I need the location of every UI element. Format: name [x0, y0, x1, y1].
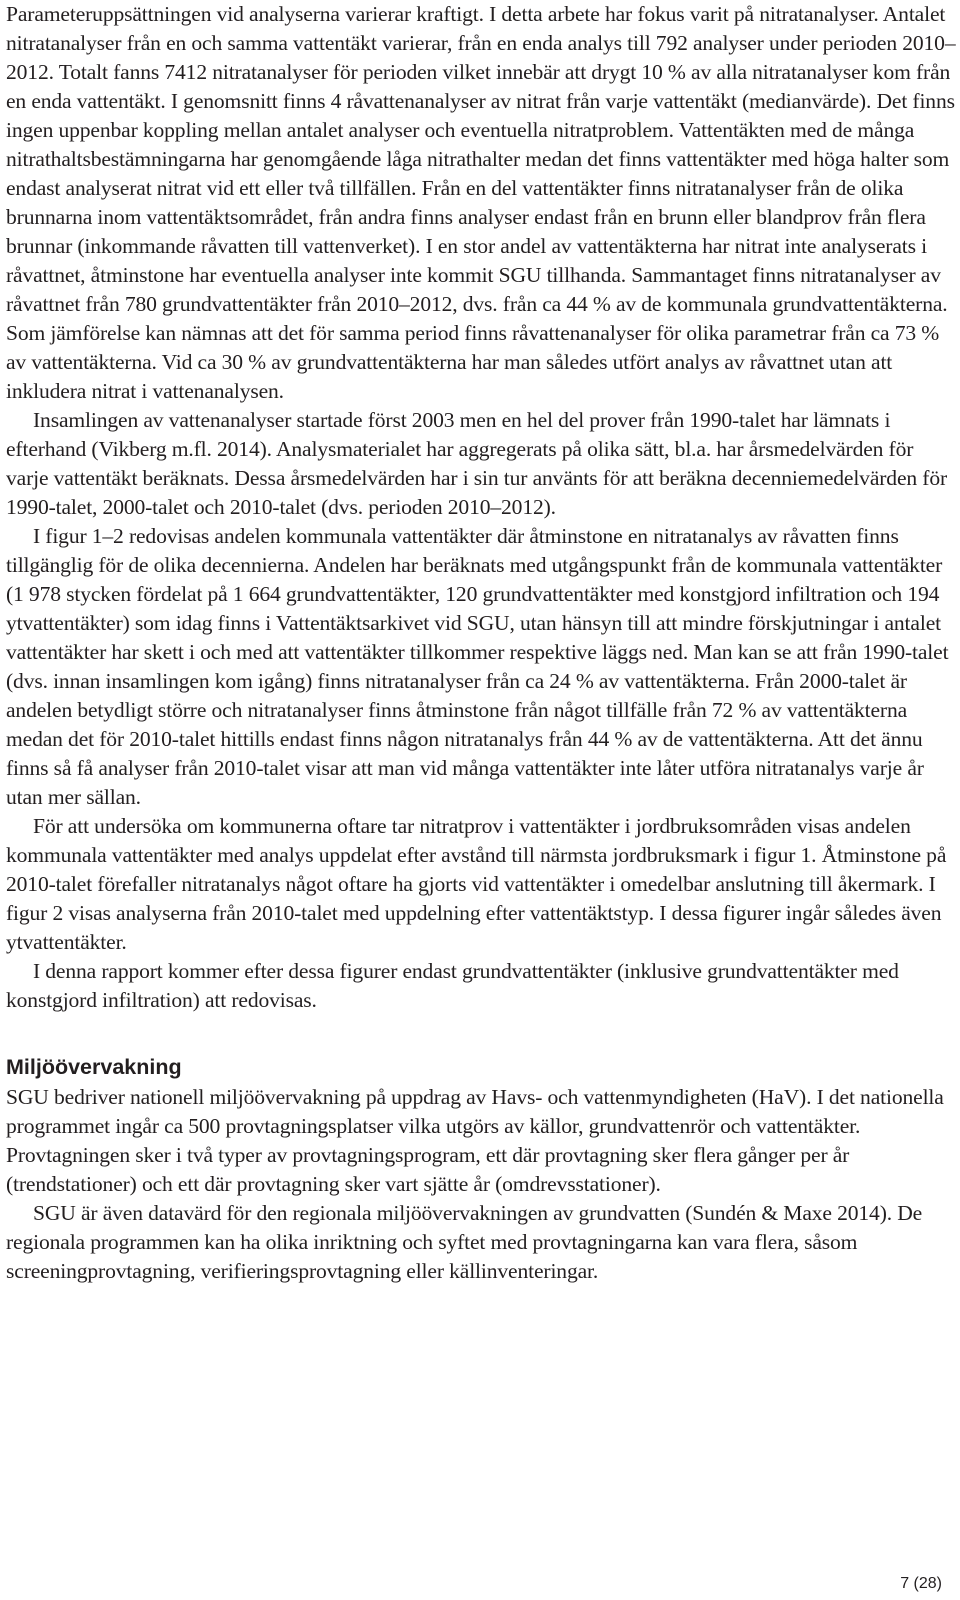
paragraph-national-monitoring: SGU bedriver nationell miljöövervakning på uppdrag av Havs- och vattenmyndigheten (HaV). I det nationella programmet ingår ca 500 provtagningsplatser vilka utgörs av källor, grundvattenrör och vattentäkter. Provtagningen sker i två typer av provtagningsprogram, ett där provtagning sker flera gånger per år (trendstationer) och ett där provtagning sker vart sjätte år (omdrevsstationer). — [6, 1085, 944, 1196]
paragraph-nitrate-analyses: Parameteruppsättningen vid analyserna varierar kraftigt. I detta arbete har fokus varit på nitratanalyser. Antalet nitratanalyser från en och samma vattentäkt varierar, från en enda analys till 792 analyser under perioden 2010–2012. Totalt fanns 7412 nitratanalyser för perioden vilket innebär att drygt 10 % av alla nitratanalyser kom från en enda vattentäkt. I genomsnitt finns 4 råvattenanalyser av nitrat från varje vattentäkt (medianvärde). Det finns ingen uppenbar koppling mellan antalet analyser och eventuella nitratproblem. Vattentäkten med de många nitrathaltsbestämningarna har genomgående låga nitrathalter medan det finns vattentäkter med höga halter som endast analyserat nitrat vid ett eller två tillfällen. Från en del vattentäkter finns nitratanalyser från de olika brunnarna inom vattentäktsområdet, från andra finns analyser endast från en brunn eller blandprov från flera brunnar (inkommande råvatten till vattenverket). I en stor andel av vattentäkterna har nitrat inte analyserats i råvattnet, åtminstone har eventuella analyser inte kommit SGU tillhanda. Sammantaget finns nitratanalyser av råvattnet från 780 grundvattentäkter från 2010–2012, dvs. från ca 44 % av de kommunala grundvattentäkterna. Som jämförelse kan nämnas att det för samma period finns råvattenanalyser för olika parametrar från ca 73 % av vattentäkterna. Vid ca 30 % av grundvattentäkterna har man således utfört analys av råvattnet utan att inkludera nitrat i vattenanalysen. — [6, 2, 956, 403]
paragraph-report-scope: I denna rapport kommer efter dessa figurer endast grundvattentäkter (inklusive grundvattentäkter med konstgjord infiltration) att redovisas. — [6, 959, 899, 1012]
paragraph-figure-1-2: I figur 1–2 redovisas andelen kommunala vattentäkter där åtminstone en nitratanalys av råvatten finns tillgänglig för de olika decennierna. Andelen har beräknats med utgångspunkt från de kommunala vattentäkter (1 978 stycken fördelat på 1 664 grundvattentäkter, 120 grundvattentäkter med konstgjord infiltration och 194 ytvattentäkter) som idag finns i Vattentäktsarkivet vid SGU, utan hänsyn till att mindre förskjutningar i antalet vattentäkter har skett i och med att vattentäkter tillkommer respektive läggs ned. Man kan se att från 1990-talet (dvs. innan insamlingen kom igång) finns nitratanalyser från ca 24 % av vattentäkterna. Från 2000-talet är andelen betydligt större och nitratanalyser finns åtminstone från något tillfälle från 72 % av vattentäkterna medan det för 2010-talet hittills endast finns någon nitratanalys från 44 % av de vattentäkterna. Att det ännu finns så få analyser från 2010-talet visar att man vid många vattentäkter inte låter utföra nitratanalys varje år utan mer sällan. — [6, 524, 949, 809]
paragraph-data-collection: Insamlingen av vattenanalyser startade först 2003 men en hel del prover från 1990-talet har lämnats i efterhand (Vikberg m.fl. 2014). Analysmaterialet har aggregerats på olika sätt, bl.a. har årsmedelvärden för varje vattentäkt beräknats. Dessa årsmedelvärden har i sin tur använts för att beräkna decenniemedelvärden för 1990-talet, 2000-talet och 2010-talet (dvs. perioden 2010–2012). — [6, 408, 948, 519]
page-number: 7 (28) — [900, 1575, 942, 1592]
section-heading-miljoovervakning: Miljöövervakning — [6, 1055, 182, 1079]
paragraph-agricultural-areas: För att undersöka om kommunerna oftare tar nitratprov i vattentäkter i jordbruksområden visas andelen kommunala vattentäkter med analys uppdelat efter avstånd till närmsta jordbruksmark i figur 1. Åtminstone på 2010-talet förefaller nitratanalys något oftare ha gjorts vid vattentäkter i omedelbar anslutning till åkermark. I figur 2 visas analyserna från 2010-talet med uppdelning efter vattentäktstyp. I dessa figurer ingår således även ytvattentäkter. — [6, 814, 947, 954]
document-page — [6, 0, 956, 1286]
paragraph-regional-monitoring: SGU är även datavärd för den regionala miljöövervakningen av grundvatten (Sundén & Maxe 2014). De regionala programmen kan ha olika inriktning och syftet med provtagningarna kan vara flera, såsom screeningprovtagning, verifieringsprovtagning eller källinventeringar. — [6, 1201, 923, 1283]
